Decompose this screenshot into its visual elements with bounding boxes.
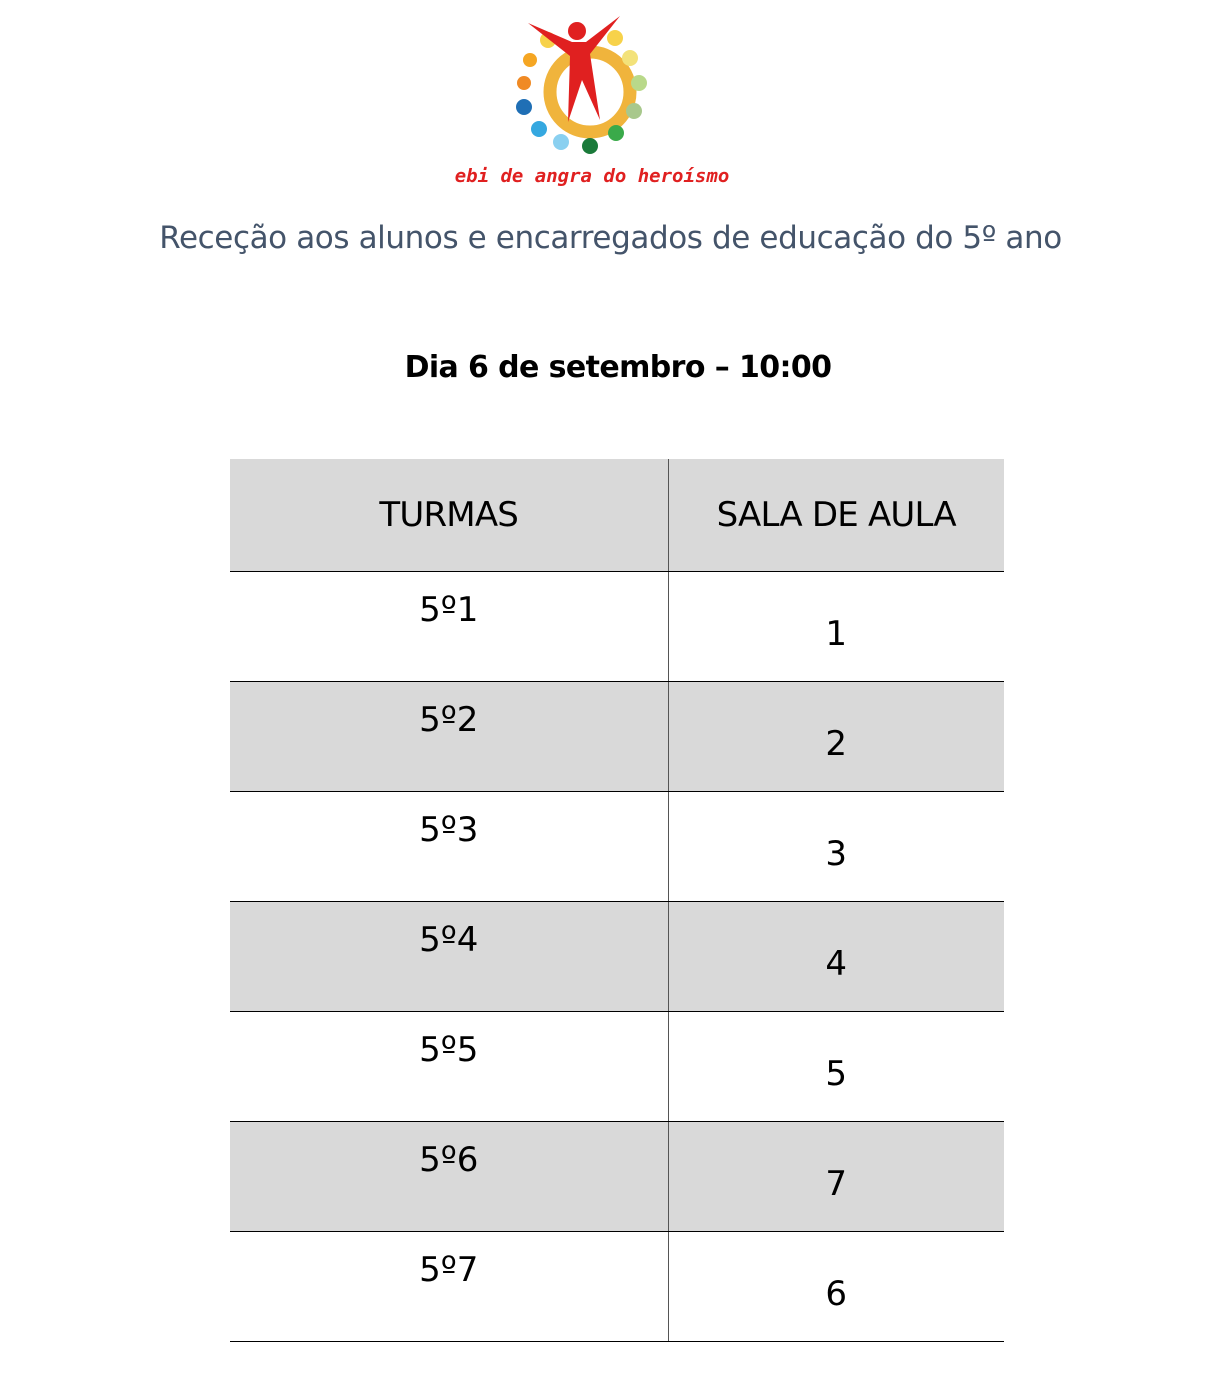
table-row — [230, 1122, 1004, 1232]
logo-dot — [607, 30, 623, 46]
logo-dot — [523, 53, 537, 67]
turma-cell: 5º6 — [230, 1122, 668, 1232]
logo-figure — [528, 16, 620, 122]
sala-cell: 6 — [668, 1232, 1004, 1342]
column-header-turmas: TURMAS — [230, 459, 668, 572]
school-logo — [420, 10, 765, 200]
turma-cell: 5º4 — [230, 902, 668, 1012]
column-header-sala: SALA DE AULA — [668, 459, 1004, 572]
logo-dot — [553, 134, 569, 150]
sala-cell: 2 — [668, 682, 1004, 792]
table-row — [230, 1012, 1004, 1122]
event-date: Dia 6 de setembro – 10:00 — [404, 350, 832, 385]
sala-cell: 4 — [668, 902, 1004, 1012]
logo-dot — [608, 125, 624, 141]
logo-dot — [582, 138, 598, 154]
sala-cell: 5 — [668, 1012, 1004, 1122]
logo-caption: ebi de angra do heroísmo — [454, 165, 730, 187]
sala-cell: 7 — [668, 1122, 1004, 1232]
table-row — [230, 1232, 1004, 1342]
turma-cell: 5º1 — [230, 572, 668, 682]
sala-cell: 1 — [668, 572, 1004, 682]
turma-cell: 5º3 — [230, 792, 668, 902]
logo-dot — [631, 75, 647, 91]
table-row — [230, 572, 1004, 682]
turma-cell: 5º7 — [230, 1232, 668, 1342]
logo-dot — [516, 99, 532, 115]
table-row — [230, 682, 1004, 792]
logo-dot — [517, 76, 531, 90]
turma-cell: 5º5 — [230, 1012, 668, 1122]
sala-cell: 3 — [668, 792, 1004, 902]
page-title: Receção aos alunos e encarregados de educação do 5º ano — [159, 220, 1062, 256]
school-logo-graphic — [420, 10, 765, 200]
logo-dot — [531, 121, 547, 137]
table-row — [230, 792, 1004, 902]
classroom-table — [230, 459, 1004, 1342]
turma-cell: 5º2 — [230, 682, 668, 792]
table-header-row — [230, 459, 1004, 572]
logo-dot — [622, 50, 638, 66]
table-row — [230, 902, 1004, 1012]
logo-dot — [626, 103, 642, 119]
